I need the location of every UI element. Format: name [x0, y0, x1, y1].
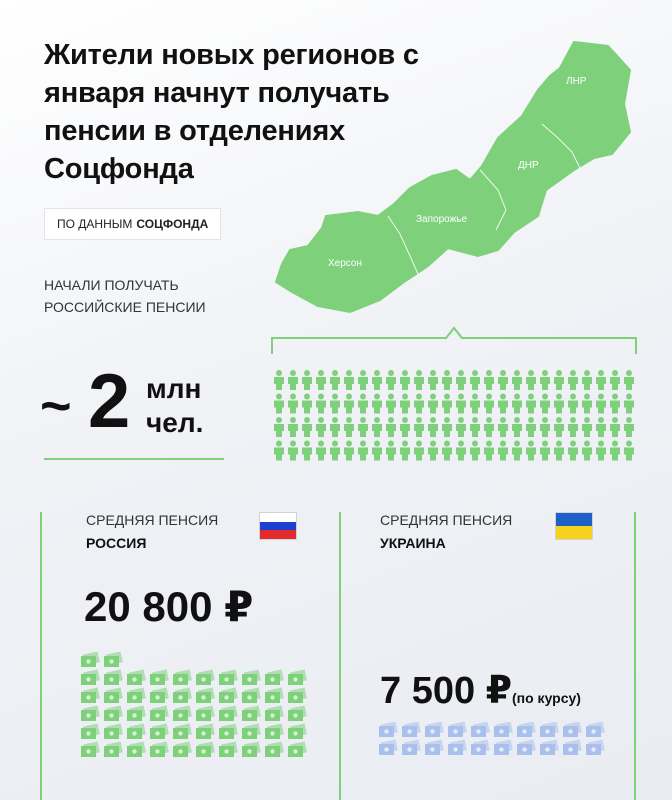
banknote-icon	[173, 669, 192, 685]
person-icon	[330, 441, 340, 461]
banknote-icon	[104, 687, 123, 703]
banknote-icon	[196, 705, 215, 721]
person-icon	[288, 417, 298, 437]
banknote-icon	[127, 705, 146, 721]
region-label-kherson: Херсон	[328, 258, 362, 269]
russia-divider	[40, 512, 42, 800]
banknote-icon	[127, 669, 146, 685]
person-icon	[400, 417, 410, 437]
person-icon	[624, 370, 634, 390]
russia-label	[86, 510, 218, 553]
person-icon	[456, 417, 466, 437]
page-title: Жители новых регионов с января начнут получать пенсии в отделениях Соцфонда	[44, 39, 419, 185]
person-icon	[274, 394, 284, 414]
banknote-icon	[150, 741, 169, 757]
person-icon	[484, 441, 494, 461]
person-icon	[554, 441, 564, 461]
person-icon	[386, 370, 396, 390]
recipients-value: 2	[88, 359, 131, 444]
banknote-icon	[242, 741, 261, 757]
person-icon	[302, 417, 312, 437]
person-icon	[582, 417, 592, 437]
person-icon	[526, 370, 536, 390]
person-icon	[470, 441, 480, 461]
person-icon	[568, 370, 578, 390]
banknote-icon	[288, 741, 307, 757]
person-icon	[288, 394, 298, 414]
person-icon	[386, 441, 396, 461]
region-label-zaporozhye: Запорожье	[416, 214, 468, 225]
person-icon	[372, 441, 382, 461]
banknote-icon	[471, 739, 490, 755]
banknote-icon	[540, 739, 559, 755]
person-icon	[484, 370, 494, 390]
person-icon	[302, 370, 312, 390]
person-icon	[568, 441, 578, 461]
banknote-icon	[265, 723, 284, 739]
person-icon	[372, 370, 382, 390]
banknote-icon	[586, 722, 605, 737]
person-icon	[344, 394, 354, 414]
person-icon	[358, 370, 368, 390]
person-icon	[554, 394, 564, 414]
person-icon	[540, 417, 550, 437]
person-icon	[512, 417, 522, 437]
banknote-icon	[471, 722, 490, 737]
person-icon	[498, 394, 508, 414]
person-icon	[498, 441, 508, 461]
banknote-icon	[563, 739, 582, 755]
person-icon	[456, 441, 466, 461]
person-icon	[372, 394, 382, 414]
banknote-icon	[563, 722, 582, 737]
banknote-icon	[173, 705, 192, 721]
people-grid	[272, 368, 636, 462]
person-icon	[358, 417, 368, 437]
person-icon	[316, 394, 326, 414]
banknote-icon	[494, 722, 513, 737]
banknote-icon	[265, 705, 284, 721]
person-icon	[386, 417, 396, 437]
russia-country: РОССИЯ	[86, 535, 147, 551]
source-badge	[44, 208, 221, 240]
person-icon	[540, 394, 550, 414]
person-icon	[302, 441, 312, 461]
person-icon	[582, 370, 592, 390]
person-icon	[316, 417, 326, 437]
center-divider	[339, 512, 341, 800]
person-icon	[582, 441, 592, 461]
person-icon	[288, 441, 298, 461]
banknote-icon	[127, 687, 146, 703]
person-icon	[330, 394, 340, 414]
person-icon	[526, 417, 536, 437]
person-icon	[302, 394, 312, 414]
person-icon	[470, 394, 480, 414]
approx-sign: ~	[40, 376, 72, 436]
person-icon	[512, 370, 522, 390]
person-icon	[428, 441, 438, 461]
source-prefix: ПО ДАННЫМ	[57, 217, 133, 231]
person-icon	[400, 370, 410, 390]
person-icon	[456, 394, 466, 414]
recipients-underline	[44, 458, 224, 460]
person-icon	[274, 441, 284, 461]
person-icon	[456, 370, 466, 390]
banknote-icon	[288, 723, 307, 739]
banknote-icon	[196, 741, 215, 757]
person-icon	[526, 394, 536, 414]
banknote-icon	[173, 723, 192, 739]
person-icon	[568, 417, 578, 437]
banknote-icon	[219, 705, 238, 721]
banknote-icon	[265, 687, 284, 703]
person-icon	[414, 370, 424, 390]
person-icon	[610, 394, 620, 414]
person-icon	[400, 394, 410, 414]
banknote-icon	[196, 669, 215, 685]
banknote-icon	[265, 669, 284, 685]
banknote-icon	[104, 741, 123, 757]
ukraine-money-stack	[378, 722, 608, 762]
people-bracket	[270, 322, 638, 356]
unit-million: млн	[146, 373, 202, 404]
banknote-icon	[379, 739, 398, 755]
person-icon	[316, 370, 326, 390]
banknote-icon	[104, 669, 123, 685]
ukraine-country: УКРАИНА	[380, 535, 446, 551]
person-icon	[470, 417, 480, 437]
banknote-icon	[402, 722, 421, 737]
banknote-icon	[150, 705, 169, 721]
region-label-dnr: ДНР	[518, 160, 539, 171]
banknote-icon	[288, 669, 307, 685]
russia-money-stack	[80, 652, 310, 762]
person-icon	[344, 441, 354, 461]
banknote-icon	[81, 705, 100, 721]
person-icon	[610, 441, 620, 461]
russia-amount: 20 800 ₽	[84, 583, 254, 630]
banknote-icon	[81, 723, 100, 739]
ukraine-label-text: СРЕДНЯЯ ПЕНСИЯ	[380, 512, 513, 528]
person-icon	[344, 417, 354, 437]
right-divider	[634, 512, 636, 800]
banknote-icon	[196, 723, 215, 739]
banknote-icon	[150, 687, 169, 703]
person-icon	[288, 370, 298, 390]
banknote-icon	[517, 739, 536, 755]
russia-flag	[259, 512, 297, 540]
banknote-icon	[104, 723, 123, 739]
banknote-icon	[242, 687, 261, 703]
banknote-icon	[379, 722, 398, 737]
person-icon	[624, 441, 634, 461]
person-icon	[274, 417, 284, 437]
person-icon	[344, 370, 354, 390]
banknote-icon	[219, 741, 238, 757]
banknote-icon	[242, 669, 261, 685]
ukraine-rate-note: (по курсу)	[512, 690, 581, 706]
banknote-icon	[425, 722, 444, 737]
ukraine-amount: 7 500 ₽	[380, 670, 513, 712]
banknote-icon	[425, 739, 444, 755]
person-icon	[512, 441, 522, 461]
banknote-icon	[242, 705, 261, 721]
banknote-icon	[173, 741, 192, 757]
banknote-icon	[586, 739, 605, 755]
person-icon	[400, 441, 410, 461]
person-icon	[568, 394, 578, 414]
person-icon	[442, 394, 452, 414]
person-icon	[540, 441, 550, 461]
regions-map	[268, 20, 648, 320]
person-icon	[442, 417, 452, 437]
russia-label-text: СРЕДНЯЯ ПЕНСИЯ	[86, 512, 219, 528]
person-icon	[624, 417, 634, 437]
person-icon	[414, 394, 424, 414]
banknote-icon	[517, 722, 536, 737]
person-icon	[428, 370, 438, 390]
person-icon	[484, 394, 494, 414]
banknote-icon	[288, 705, 307, 721]
person-icon	[358, 441, 368, 461]
banknote-icon	[150, 723, 169, 739]
person-icon	[414, 441, 424, 461]
person-icon	[330, 370, 340, 390]
person-icon	[386, 394, 396, 414]
banknote-icon	[448, 739, 467, 755]
banknote-icon	[173, 687, 192, 703]
person-icon	[428, 394, 438, 414]
banknote-icon	[81, 741, 100, 757]
person-icon	[596, 441, 606, 461]
person-icon	[596, 370, 606, 390]
source-name: СОЦФОНДА	[136, 217, 209, 231]
person-icon	[512, 394, 522, 414]
recipients-unit	[146, 372, 203, 440]
person-icon	[498, 370, 508, 390]
banknote-icon	[265, 741, 284, 757]
banknote-icon	[448, 722, 467, 737]
person-icon	[610, 370, 620, 390]
region-label-lnr: ЛНР	[566, 76, 587, 87]
person-icon	[442, 441, 452, 461]
person-icon	[554, 417, 564, 437]
banknote-icon	[219, 669, 238, 685]
banknote-icon	[402, 739, 421, 755]
person-icon	[316, 441, 326, 461]
person-icon	[554, 370, 564, 390]
person-icon	[274, 370, 284, 390]
person-icon	[624, 394, 634, 414]
banknote-icon	[540, 722, 559, 737]
person-icon	[484, 417, 494, 437]
banknote-icon	[104, 705, 123, 721]
person-icon	[610, 417, 620, 437]
banknote-icon	[219, 687, 238, 703]
banknote-icon	[219, 723, 238, 739]
person-icon	[596, 417, 606, 437]
person-icon	[470, 370, 480, 390]
banknote-icon	[494, 739, 513, 755]
person-icon	[330, 417, 340, 437]
person-icon	[540, 370, 550, 390]
ukraine-flag	[555, 512, 593, 540]
banknote-icon	[242, 723, 261, 739]
person-icon	[414, 417, 424, 437]
banknote-icon	[196, 687, 215, 703]
person-icon	[428, 417, 438, 437]
banknote-icon	[150, 669, 169, 685]
person-icon	[372, 417, 382, 437]
banknote-icon	[81, 669, 100, 685]
person-icon	[526, 441, 536, 461]
person-icon	[596, 394, 606, 414]
person-icon	[442, 370, 452, 390]
person-icon	[358, 394, 368, 414]
person-icon	[498, 417, 508, 437]
person-icon	[582, 394, 592, 414]
unit-people: чел.	[146, 407, 204, 438]
banknote-icon	[104, 652, 123, 667]
banknote-icon	[127, 723, 146, 739]
banknote-icon	[81, 687, 100, 703]
banknote-icon	[127, 741, 146, 757]
recipients-caption: НАЧАЛИ ПОЛУЧАТЬ РОССИЙСКИЕ ПЕНСИИ	[44, 277, 206, 315]
banknote-icon	[81, 652, 100, 667]
ukraine-label	[380, 510, 512, 553]
banknote-icon	[288, 687, 307, 703]
